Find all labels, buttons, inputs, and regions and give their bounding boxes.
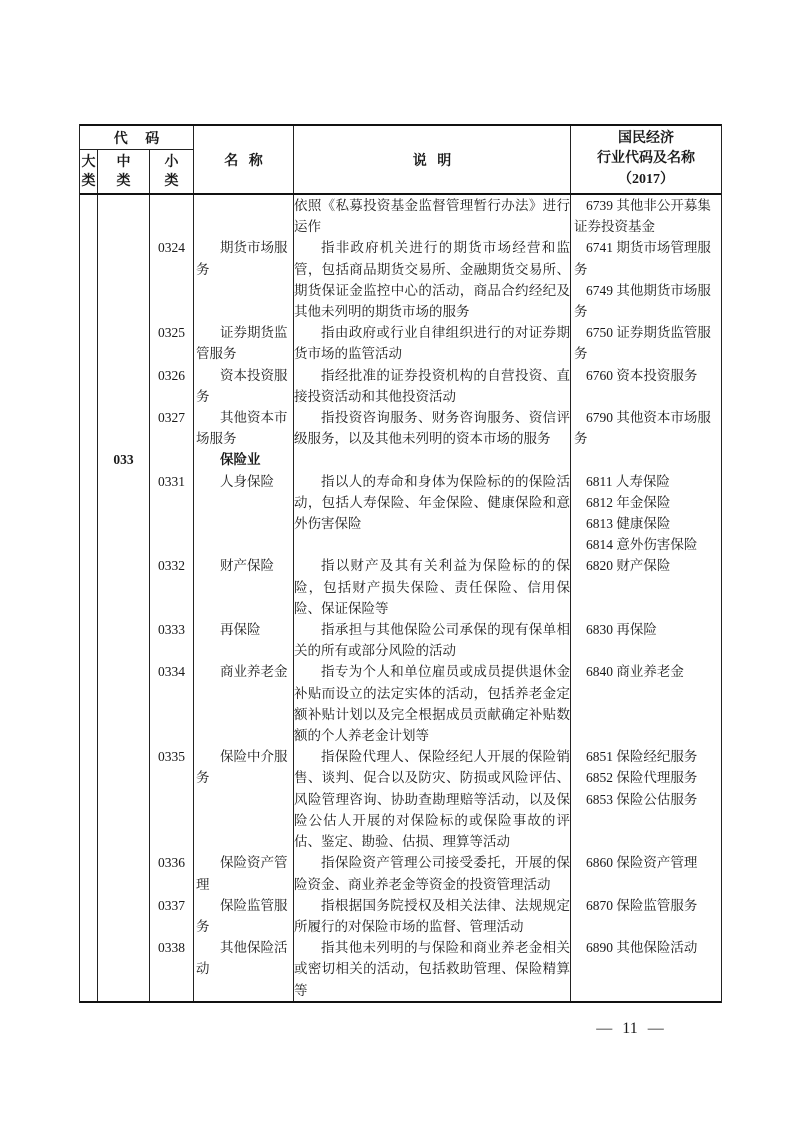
cell-xiao-lei: 0332	[150, 555, 194, 619]
cell-industry-codes	[571, 895, 721, 937]
cell-industry-codes	[571, 237, 721, 322]
cell-da-lei	[80, 365, 98, 407]
industry-code-entry: 6853 保险公估服务	[586, 791, 698, 807]
industry-code-entry: 6852 保险代理服务	[586, 770, 698, 786]
cell-zhong-lei	[98, 619, 150, 661]
table-row	[80, 661, 721, 746]
cell-da-lei	[80, 619, 98, 661]
cell-description: 指其他未列明的与保险和商业养老金相关或密切相关的活动，包括救助管理、保险精算等	[294, 937, 571, 1001]
cell-xiao-lei: 0324	[150, 237, 194, 322]
classification-table	[79, 124, 722, 1003]
cell-description: 指非政府机关进行的期货市场经营和监管，包括商品期货交易所、金融期货交易所、期货保证金监控中心的活动，商品合约经纪及其他未列明的期货市场的服务	[294, 237, 571, 322]
header-zhong-lei: 中类	[98, 150, 150, 193]
table-row	[80, 937, 721, 1001]
header-name: 名 称	[194, 126, 294, 193]
cell-industry-codes	[571, 365, 721, 407]
table-row	[80, 237, 721, 322]
cell-da-lei	[80, 937, 98, 1001]
cell-industry-codes	[571, 852, 721, 894]
cell-name: 保险监管服务	[194, 895, 294, 937]
cell-description: 指保险代理人、保险经纪人开展的保险销售、谈判、促合以及防灾、防损或风险评估、风险管理咨询、协助查勘理赔等活动，以及保险公估人开展的对保险标的或保险事故的评估、鉴定、勘验、估损、理算等活动	[294, 746, 571, 852]
cell-name: 商业养老金	[194, 661, 294, 746]
cell-da-lei	[80, 237, 98, 322]
cell-industry-codes	[571, 661, 721, 746]
industry-code-entry: 6812 年金保险	[586, 494, 671, 510]
header-industry-line3: （2017）	[618, 171, 674, 187]
cell-zhong-lei	[98, 237, 150, 322]
cell-description: 指根据国务院授权及相关法律、法规规定所履行的对保险市场的监督、管理活动	[294, 895, 571, 937]
cell-industry-codes	[571, 471, 721, 556]
cell-xiao-lei	[150, 195, 194, 237]
industry-code-entry: 6741 期货市场管理服务	[574, 240, 711, 277]
cell-name: 资本投资服务	[194, 365, 294, 407]
industry-code-entry: 6840 商业养老金	[586, 664, 684, 680]
cell-name: 期货市场服务	[194, 237, 294, 322]
cell-name: 保险业	[194, 449, 294, 470]
cell-description	[294, 449, 571, 470]
cell-zhong-lei	[98, 852, 150, 894]
header-industry-code	[571, 126, 721, 193]
cell-xiao-lei: 0336	[150, 852, 194, 894]
cell-industry-codes	[571, 746, 721, 852]
cell-zhong-lei	[98, 895, 150, 937]
cell-xiao-lei: 0335	[150, 746, 194, 852]
cell-description: 指以财产及其有关利益为保险标的的保险，包括财产损失保险、责任保险、信用保险、保证保险等	[294, 555, 571, 619]
cell-industry-codes	[571, 322, 721, 364]
cell-name: 保险资产管理	[194, 852, 294, 894]
industry-code-entry: 6739 其他非公开募集证券投资基金	[574, 198, 711, 235]
cell-industry-codes	[571, 407, 721, 449]
page-number: — 11 —	[596, 1020, 664, 1037]
cell-da-lei	[80, 471, 98, 556]
cell-industry-codes	[571, 937, 721, 1001]
cell-da-lei	[80, 449, 98, 470]
cell-da-lei	[80, 195, 98, 237]
cell-zhong-lei	[98, 937, 150, 1001]
table-row	[80, 365, 721, 407]
table-row	[80, 619, 721, 661]
cell-xiao-lei: 0327	[150, 407, 194, 449]
cell-da-lei	[80, 746, 98, 852]
cell-description: 指承担与其他保险公司承保的现有保单相关的所有或部分风险的活动	[294, 619, 571, 661]
table-row	[80, 555, 721, 619]
cell-description: 指由政府或行业自律组织进行的对证券期货市场的监管活动	[294, 322, 571, 364]
cell-description: 指保险资产管理公司接受委托，开展的保险资金、商业养老金等资金的投资管理活动	[294, 852, 571, 894]
cell-xiao-lei: 0331	[150, 471, 194, 556]
cell-zhong-lei: 033	[98, 449, 150, 470]
cell-zhong-lei	[98, 365, 150, 407]
table-row	[80, 471, 721, 556]
cell-xiao-lei: 0337	[150, 895, 194, 937]
cell-xiao-lei: 0338	[150, 937, 194, 1001]
industry-code-entry: 6820 财产保险	[586, 558, 671, 574]
cell-description: 依照《私募投资基金监督管理暂行办法》进行运作	[294, 195, 571, 237]
header-industry-line1: 国民经济	[618, 130, 674, 146]
cell-da-lei	[80, 322, 98, 364]
header-xiao-lei: 小类	[150, 150, 194, 193]
industry-code-entry: 6860 保险资产管理	[586, 855, 698, 871]
cell-xiao-lei: 0325	[150, 322, 194, 364]
table-row	[80, 895, 721, 937]
cell-da-lei	[80, 661, 98, 746]
cell-name	[194, 195, 294, 237]
table-row	[80, 852, 721, 894]
table-body	[80, 195, 721, 1003]
cell-name: 证券期货监管服务	[194, 322, 294, 364]
cell-xiao-lei: 0334	[150, 661, 194, 746]
table-row	[80, 322, 721, 364]
table-header	[80, 124, 721, 195]
cell-zhong-lei	[98, 407, 150, 449]
header-da-lei: 大类	[80, 150, 98, 193]
industry-code-entry: 6811 人寿保险	[586, 473, 670, 489]
industry-code-entry: 6870 保险监管服务	[586, 897, 698, 913]
cell-zhong-lei	[98, 195, 150, 237]
header-industry-line2: 行业代码及名称	[597, 151, 695, 167]
industry-code-entry: 6749 其他期货市场服务	[574, 282, 711, 320]
cell-description: 指专为个人和单位雇员或成员提供退休金补贴而设立的法定实体的活动，包括养老金定额补贴计划以及完全根据成员贡献确定补贴数额的个人养老金计划等	[294, 661, 571, 746]
cell-da-lei	[80, 555, 98, 619]
cell-name: 再保险	[194, 619, 294, 661]
table-row	[80, 449, 721, 470]
industry-code-entry: 6890 其他保险活动	[586, 940, 698, 956]
cell-name: 保险中介服务	[194, 746, 294, 852]
cell-industry-codes	[571, 449, 721, 470]
industry-code-entry: 6851 保险经纪服务	[586, 749, 698, 765]
cell-zhong-lei	[98, 555, 150, 619]
cell-zhong-lei	[98, 322, 150, 364]
cell-name: 人身保险	[194, 471, 294, 556]
cell-xiao-lei: 0333	[150, 619, 194, 661]
industry-code-entry: 6790 其他资本市场服务	[574, 410, 711, 447]
cell-name: 其他保险活动	[194, 937, 294, 1001]
industry-code-entry: 6814 意外伤害保险	[586, 537, 698, 553]
cell-zhong-lei	[98, 746, 150, 852]
cell-industry-codes	[571, 555, 721, 619]
industry-code-entry: 6750 证券期货监管服务	[574, 325, 711, 362]
cell-da-lei	[80, 852, 98, 894]
cell-industry-codes	[571, 195, 721, 237]
cell-name: 财产保险	[194, 555, 294, 619]
industry-code-entry: 6830 再保险	[586, 622, 657, 638]
cell-xiao-lei: 0326	[150, 365, 194, 407]
industry-code-entry: 6760 资本投资服务	[586, 367, 698, 383]
industry-code-entry: 6813 健康保险	[586, 516, 671, 532]
header-description: 说 明	[294, 126, 571, 193]
cell-industry-codes	[571, 619, 721, 661]
cell-zhong-lei	[98, 661, 150, 746]
table-row	[80, 195, 721, 237]
cell-description: 指投资咨询服务、财务咨询服务、资信评级服务，以及其他未列明的资本市场的服务	[294, 407, 571, 449]
header-code-group: 代 码	[80, 126, 194, 150]
table-row	[80, 407, 721, 449]
cell-name: 其他资本市场服务	[194, 407, 294, 449]
cell-description: 指以人的寿命和身体为保险标的的保险活动，包括人寿保险、年金保险、健康保险和意外伤害保险	[294, 471, 571, 556]
cell-xiao-lei	[150, 449, 194, 470]
cell-description: 指经批准的证券投资机构的自营投资、直接投资活动和其他投资活动	[294, 365, 571, 407]
cell-da-lei	[80, 407, 98, 449]
cell-zhong-lei	[98, 471, 150, 556]
cell-da-lei	[80, 895, 98, 937]
table-row	[80, 746, 721, 852]
